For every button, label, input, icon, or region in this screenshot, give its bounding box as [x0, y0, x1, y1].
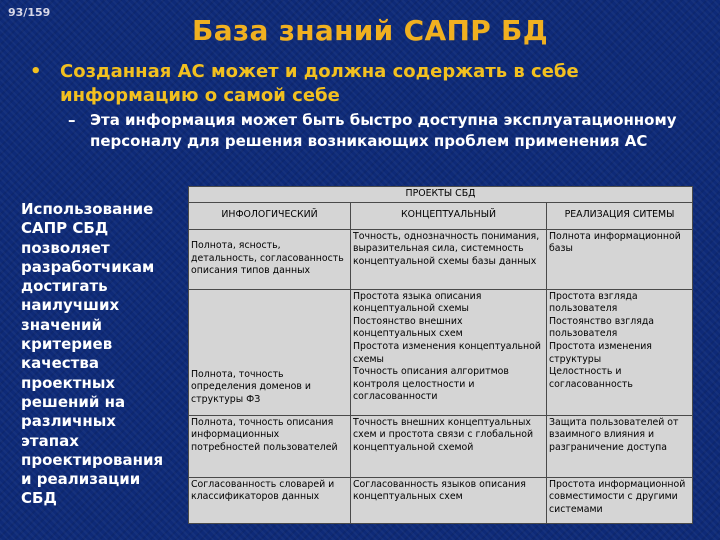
table-cell — [547, 289, 693, 415]
slide-title: База знаний САПР БД — [192, 14, 548, 47]
column-header-infological: ИНФОЛОГИЧЕСКИЙ — [189, 202, 351, 229]
sub-bullet-marker: – — [68, 111, 76, 129]
table-cell: Полнота, точность описания информационных потребностей пользователей — [189, 415, 351, 477]
column-header-implementation: РЕАЛИЗАЦИЯ СИТЕМЫ — [547, 202, 693, 229]
table-cell: Полнота, ясность, детальность, согласованность описания типов данных — [189, 229, 351, 289]
cell-line: Простота взгляда пользователя — [549, 290, 638, 315]
table-cell: Защита пользователей от взаимного влияния и разграничение доступа — [547, 415, 693, 477]
bullet-level-2-text: Эта информация может быть быстро доступна эксплуатационному персоналу для решения возникающих проблем применения АС — [90, 111, 677, 150]
table-cell — [351, 289, 547, 415]
cell-line: Простота изменения концептуальной схемы — [353, 340, 541, 365]
quality-criteria-table — [188, 186, 693, 524]
bullet-marker: • — [30, 61, 42, 82]
cell-line: Простота языка описания концептуальной схемы — [353, 290, 482, 315]
slide-counter: 93/159 — [8, 6, 51, 19]
table-cell: Согласованность словарей и классификаторов данных — [189, 477, 351, 523]
table-cell: Точность внешних концептуальных схем и простота связи с глобальной концептуальной схемой — [351, 415, 547, 477]
table-cell: Простота информационной совместимости с другими системами — [547, 477, 693, 523]
cell-line: Целостность и согласованность — [549, 366, 633, 390]
table-top-header: ПРОЕКТЫ СБД — [189, 187, 693, 203]
table-cell: Точность, однозначность понимания, выразительная сила, системность концептуальной схемы базы данных — [351, 229, 547, 289]
cell-line: Точность описания алгоритмов контроля целостности и согласованности — [353, 366, 509, 403]
table-cell: Согласованность языков описания концептуальных схем — [351, 477, 547, 523]
cell-line: Простота изменения структуры — [549, 340, 652, 365]
cell-line: Постоянство взгляда пользователя — [549, 315, 655, 340]
cell-line: Постоянство внешних концептуальных схем — [353, 315, 463, 340]
table-cell: Полнота, точность определения доменов и структуры ФЗ — [189, 289, 351, 415]
bullet-level-2 — [68, 110, 708, 152]
column-header-conceptual: КОНЦЕПТУАЛЬНЫЙ — [351, 202, 547, 229]
table-cell: Полнота информационной базы — [547, 229, 693, 289]
side-text: Использование САПР СБД позволяет разработчикам достигать наилучших значений критериев качества проектных решений на различных этапах проектирования и реализации СБД — [21, 200, 164, 508]
bullet-level-1-text: Созданная АС может и должна содержать в себе информацию о самой себе — [60, 61, 579, 106]
bullet-level-1 — [30, 60, 680, 108]
